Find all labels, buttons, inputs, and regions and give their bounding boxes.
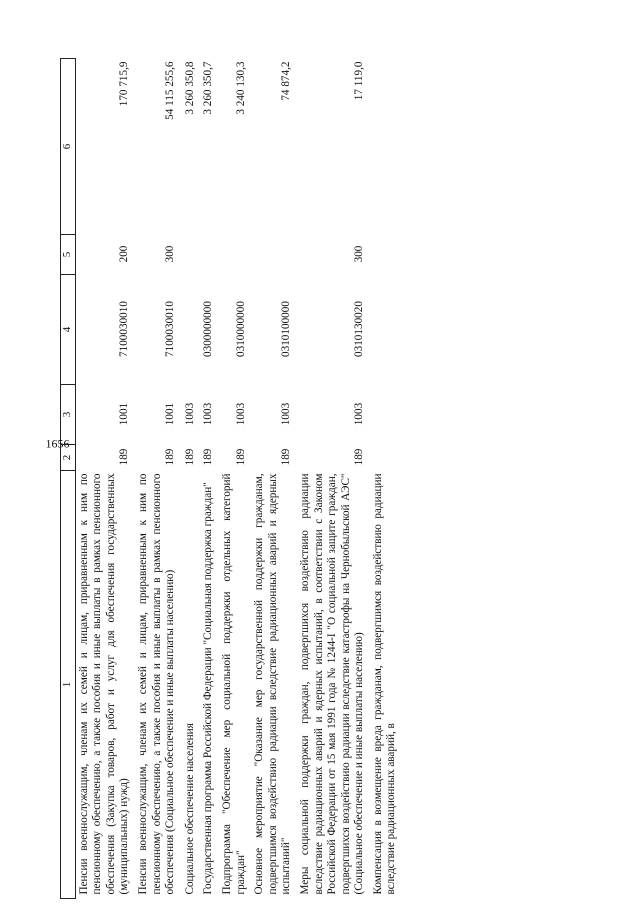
row-target-code: 0310000000 [234, 301, 247, 357]
row-name: Государственная программа Российской Федерации "Социальная поддержка граждан" [202, 482, 215, 895]
row-expense-type [370, 235, 399, 275]
row-admin-code: 189 [353, 448, 366, 466]
row-amount: 54 115 255,6 [164, 61, 177, 120]
row-name: Подпрограмма "Обеспечение мер социальной поддержки отдельных категорий граждан" [220, 473, 247, 895]
row-section-code: 1003 [202, 402, 215, 426]
col-header-3: 3 [61, 385, 76, 445]
column-number-header [61, 59, 76, 899]
col-header-5: 5 [61, 235, 76, 275]
row-expense-type: 200 [118, 245, 131, 263]
row-target-code: 0310130020 [353, 301, 366, 357]
row-amount: 3 260 350,7 [202, 61, 215, 115]
row-target-code: 0300000000 [202, 301, 215, 357]
row-admin-code [370, 445, 399, 471]
row-admin-code: 189 [280, 448, 293, 466]
table-row [181, 59, 201, 899]
row-amount: 170 715,9 [118, 61, 131, 107]
col-header-2: 2 [61, 445, 76, 471]
row-expense-type [200, 235, 219, 275]
table-row [219, 59, 251, 899]
row-amount: 17 119,0 [353, 61, 366, 101]
row-amount [370, 59, 399, 235]
row-admin-code: 189 [202, 448, 215, 466]
row-amount: 74 874,2 [280, 61, 293, 101]
row-section-code: 1001 [164, 402, 177, 426]
row-admin-code: 189 [164, 448, 177, 466]
table-row [297, 59, 370, 899]
row-admin-code: 189 [118, 448, 131, 466]
row-section-code: 1003 [234, 402, 247, 426]
row-expense-type: 300 [164, 245, 177, 263]
col-header-1: 1 [61, 471, 76, 899]
row-expense-type [251, 235, 297, 275]
row-amount: 3 260 350,8 [183, 61, 196, 115]
col-header-4: 4 [61, 275, 76, 385]
row-section-code: 1003 [280, 402, 293, 426]
row-admin-code: 189 [234, 448, 247, 466]
row-amount: 3 240 130,3 [234, 61, 247, 115]
row-name: Пенсии военнослужащим, членам их семей и лицам, приравненным к ним по пенсионному обеспечению, а также пособия и иные выплаты в рамках пенсионного обеспечения (Закупка товаров, работ и услуг для обеспечения государственных (муниципальных) нужд) [77, 473, 131, 895]
budget-table [60, 58, 399, 899]
row-target-code: 7100030010 [118, 301, 131, 357]
row-expense-type [181, 235, 201, 275]
row-target-code [370, 275, 399, 385]
row-expense-type: 300 [353, 245, 366, 263]
table-row [370, 59, 399, 899]
row-name: Социальное обеспечение населения [183, 723, 196, 895]
row-target-code: 0310100000 [280, 301, 293, 357]
row-name: Основное мероприятие "Оказание мер государственной поддержки гражданам, подвергшимся воздействию радиации вследствие радиационных аварий и ядерных испытаний" [253, 473, 293, 895]
table-row [75, 59, 135, 899]
row-expense-type [219, 235, 251, 275]
table-row [135, 59, 181, 899]
row-admin-code: 189 [183, 448, 196, 466]
row-section-code: 1003 [353, 402, 366, 426]
col-header-6: 6 [61, 59, 76, 235]
table-row [251, 59, 297, 899]
page-number: 1656 [45, 436, 70, 451]
row-target-code [181, 275, 201, 385]
row-section-code: 1001 [118, 402, 131, 426]
row-section-code [370, 385, 399, 445]
row-name: Меры социальной поддержки граждан, подвергшихся воздействию радиации вследствие радиационных аварий и ядерных испытаний, в соответствии с Законом Российской Федерации от 15 мая 1991 года № 1244-I "О социальной защите граждан, подвергшихся воздействию радиации вследствие катастрофы на Чернобыльской АЭС" (Социальное обеспечение и иные выплаты населению) [298, 473, 366, 895]
row-name: Пенсии военнослужащим, членам их семей и лицам, приравненным к ним по пенсионному обеспечению, а также пособия и иные выплаты в рамках пенсионного обеспечения (Социальное обеспечение и иные выплаты населению) [136, 473, 177, 895]
row-section-code: 1003 [183, 402, 196, 426]
row-target-code: 7100030010 [164, 301, 177, 357]
row-name: Компенсация в возмещение вреда гражданам, подвергшимся воздействию радиации вследствие радиационных аварий, в [371, 473, 398, 895]
table-row [200, 59, 219, 899]
